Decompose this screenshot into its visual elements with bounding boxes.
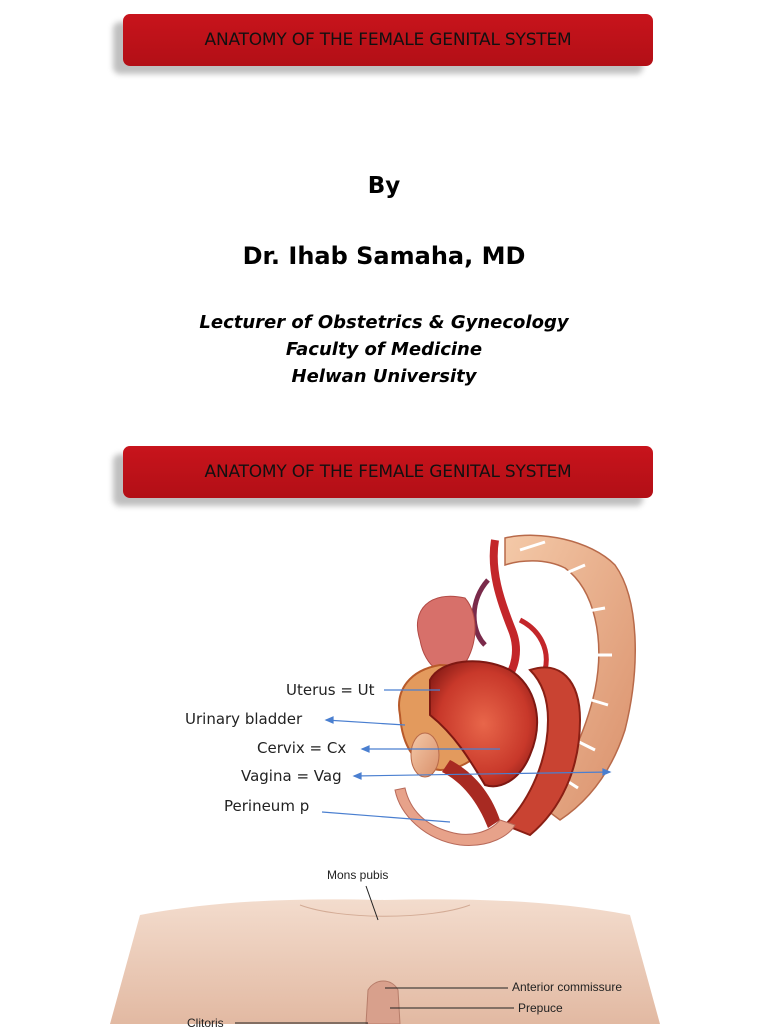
pubic-bone <box>411 733 439 777</box>
label-uterus: Uterus = Ut <box>286 681 375 699</box>
author-name: Dr. Ihab Samaha, MD <box>242 242 526 270</box>
banner-title: ANATOMY OF THE FEMALE GENITAL SYSTEM <box>204 462 572 482</box>
label-cervix: Cervix = Cx <box>257 739 347 757</box>
by-heading: By <box>367 173 401 199</box>
label-perineum: Perineum p <box>224 797 310 815</box>
pelvis-sagittal-section-image <box>0 520 768 860</box>
banner-title: ANATOMY OF THE FEMALE GENITAL SYSTEM <box>204 30 572 50</box>
affiliation-line-1: Lecturer of Obstetrics & Gynecology <box>199 312 569 333</box>
label-prepuce: Prepuce <box>518 1001 563 1015</box>
label-vagina: Vagina = Vag <box>241 767 342 785</box>
section-banner-top <box>123 14 653 66</box>
author-affiliation <box>0 309 768 390</box>
label-clitoris: Clitoris <box>187 1016 224 1030</box>
vulva-illustration <box>0 860 768 1024</box>
affiliation-line-2: Faculty of Medicine <box>285 339 483 360</box>
affiliation-line-3: Helwan University <box>291 366 477 387</box>
section-banner-middle <box>123 446 653 498</box>
label-mons-pubis: Mons pubis <box>327 868 389 882</box>
label-anterior-commissure: Anterior commissure <box>512 980 623 994</box>
label-urinary-bladder: Urinary bladder <box>185 710 303 728</box>
labia-shape <box>366 981 400 1024</box>
